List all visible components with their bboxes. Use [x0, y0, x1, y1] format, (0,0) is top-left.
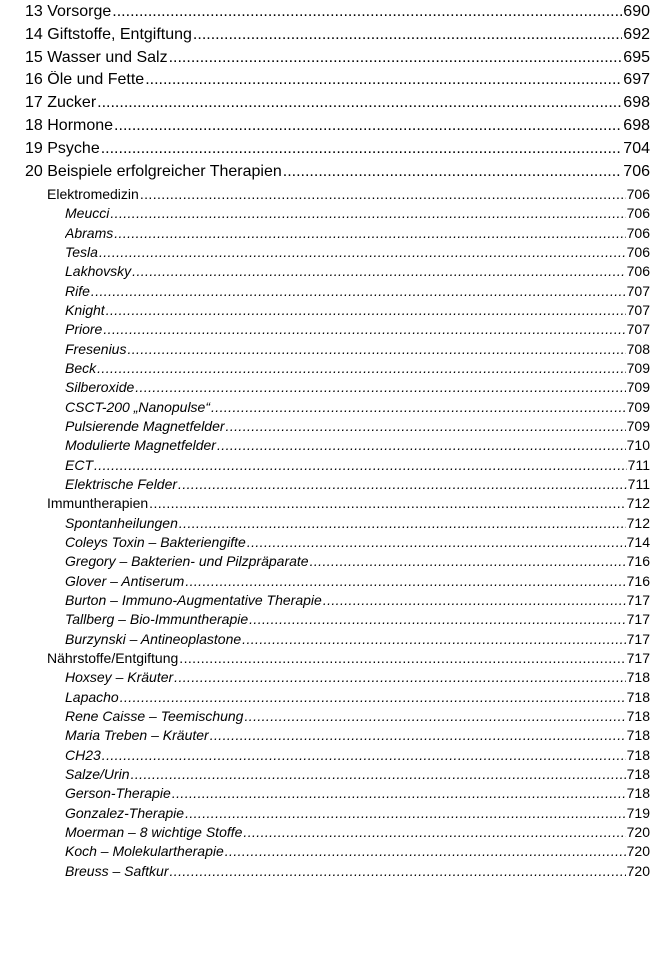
toc-page-number: 720	[626, 843, 650, 860]
toc-dot-leader	[110, 205, 625, 221]
toc-dot-leader	[106, 302, 626, 318]
toc-subsection-entry[interactable]	[65, 592, 650, 608]
toc-page-number: 716	[626, 553, 650, 570]
toc-dot-leader	[94, 457, 627, 473]
toc-page-number: 704	[623, 139, 650, 157]
toc-page-number: 709	[626, 418, 650, 434]
toc-dot-leader	[243, 824, 625, 840]
toc-entry-title: Pulsierende Magnetfelder	[65, 418, 225, 434]
toc-entry-title: Spontanheilungen	[65, 514, 178, 531]
toc-page-number: 706	[623, 162, 650, 180]
toc-entry-title: 17 Zucker	[25, 94, 97, 112]
toc-page-number: 718	[626, 785, 650, 802]
toc-page-number: 718	[626, 669, 650, 686]
toc-dot-leader	[185, 573, 625, 589]
toc-entry-title: ECT	[65, 456, 93, 473]
toc-entry-title: Gregory – Bakterien- und Pilzpräparate	[65, 553, 309, 570]
toc-dot-leader	[249, 611, 626, 627]
toc-entry-title: 14 Giftstoffe, Entgiftung	[25, 25, 192, 43]
toc-chapter-entry[interactable]	[25, 117, 650, 135]
toc-subsection-entry[interactable]	[65, 708, 650, 724]
toc-subsection-entry[interactable]	[65, 785, 650, 801]
toc-entry-title: Lapacho	[65, 688, 119, 705]
toc-dot-leader	[102, 747, 626, 763]
toc-subsection-entry[interactable]	[65, 573, 650, 589]
toc-page-number: 718	[626, 727, 650, 744]
toc-page-number: 720	[626, 823, 650, 840]
toc-dot-leader	[179, 650, 625, 666]
toc-entry-title: Rene Caisse – Teemischung	[65, 707, 244, 724]
toc-subsection-entry[interactable]	[65, 379, 650, 395]
toc-dot-leader	[145, 71, 622, 89]
toc-entry-title: Moerman – 8 wichtige Stoffe	[65, 823, 243, 840]
toc-entry-title: Tesla	[65, 244, 98, 260]
toc-entry-title: Abrams	[65, 224, 114, 241]
toc-chapter-entry[interactable]	[25, 163, 650, 181]
toc-entry-title: Breuss – Saftkur	[65, 862, 169, 879]
toc-entry-title: Rife	[65, 282, 90, 299]
toc-page-number: 716	[626, 572, 650, 589]
toc-entry-title: 18 Hormone	[25, 117, 114, 134]
toc-subsection-entry[interactable]	[65, 534, 650, 550]
toc-page-number: 712	[626, 514, 650, 531]
toc-subsection-entry[interactable]	[65, 727, 650, 743]
toc-entry-title: Hoxsey – Kräuter	[65, 669, 174, 686]
toc-dot-leader	[169, 49, 623, 67]
toc-dot-leader	[310, 553, 626, 569]
toc-page-number: 698	[623, 94, 650, 112]
toc-page-number: 710	[626, 437, 650, 454]
toc-entry-title: 16 Öle und Fette	[25, 71, 145, 89]
toc-dot-leader	[120, 689, 626, 705]
toc-page-number: 695	[623, 48, 650, 66]
toc-chapter-entry[interactable]	[25, 71, 650, 89]
toc-page-number: 712	[626, 495, 650, 512]
toc-entry-title: Maria Treben – Kräuter	[65, 727, 209, 744]
toc-entry-title: Glover – Antiserum	[65, 572, 185, 589]
toc-page-number: 706	[626, 224, 650, 241]
toc-entry-title: Elektromedizin	[47, 186, 139, 202]
toc-entry-title: Modulierte Magnetfelder	[65, 437, 216, 454]
toc-dot-leader	[226, 418, 626, 434]
toc-dot-leader	[99, 244, 626, 260]
toc-dot-leader	[323, 592, 626, 608]
toc-dot-leader	[242, 631, 625, 647]
toc-entry-title: Gerson-Therapie	[65, 785, 171, 802]
toc-page-number: 709	[626, 379, 650, 396]
toc-page-number: 717	[626, 630, 650, 647]
toc-subsection-entry[interactable]	[65, 263, 650, 279]
toc-subsection-entry[interactable]	[65, 669, 650, 685]
toc-dot-leader	[149, 495, 625, 511]
toc-section-entry[interactable]	[47, 650, 650, 666]
toc-entry-title: Tallberg – Bio-Immuntherapie	[65, 611, 249, 628]
toc-section-entry[interactable]	[47, 495, 650, 511]
toc-entry-title: Nährstoffe/Entgiftung	[47, 649, 179, 666]
toc-subsection-entry[interactable]	[65, 476, 650, 492]
toc-page-number: 697	[623, 71, 650, 89]
toc-page-number: 706	[626, 205, 650, 222]
toc-subsection-entry[interactable]	[65, 631, 650, 647]
toc-entry-title: Burzynski – Antineoplastone	[65, 630, 242, 647]
toc-page-number: 707	[626, 321, 650, 338]
toc-subsection-entry[interactable]	[65, 747, 650, 763]
toc-entry-title: CSCT-200 „Nanopulse“	[65, 398, 210, 415]
toc-subsection-entry[interactable]	[65, 515, 650, 531]
toc-page-number: 719	[626, 804, 650, 821]
toc-entry-title: Priore	[65, 321, 103, 338]
toc-subsection-entry[interactable]	[65, 283, 650, 299]
toc-dot-leader	[140, 186, 626, 202]
toc-dot-leader	[193, 26, 622, 44]
toc-page-number: 706	[626, 263, 650, 280]
toc-entry-title: Meucci	[65, 205, 110, 222]
toc-entry-title: Beck	[65, 360, 97, 376]
toc-dot-leader	[91, 283, 626, 299]
toc-dot-leader	[211, 399, 626, 415]
toc-dot-leader	[131, 766, 626, 782]
toc-page-number: 692	[623, 25, 650, 43]
toc-entry-title: Coleys Toxin – Bakteriengifte	[65, 533, 246, 550]
toc-entry-title: Burton – Immuno-Augmentative Therapie	[65, 591, 322, 608]
toc-page-number: 698	[623, 117, 650, 134]
toc-subsection-entry[interactable]	[65, 302, 650, 318]
toc-entry-title: Gonzalez-Therapie	[65, 804, 185, 821]
toc-entry-title: Knight	[65, 302, 105, 318]
toc-entry-title: Silberoxide	[65, 379, 135, 396]
toc-dot-leader	[225, 843, 626, 859]
toc-entry-title: Elektrische Felder	[65, 475, 178, 492]
toc-page-number: 690	[623, 3, 650, 20]
toc-subsection-entry[interactable]	[65, 553, 650, 569]
toc-entry-title: CH23	[65, 746, 101, 763]
toc-dot-leader	[172, 785, 626, 801]
toc-chapter-entry[interactable]	[25, 26, 650, 44]
toc-subsection-entry[interactable]	[65, 611, 650, 627]
toc-page-number: 718	[626, 707, 650, 724]
toc-dot-leader	[97, 360, 626, 376]
toc-dot-leader	[174, 669, 625, 685]
toc-dot-leader	[127, 341, 625, 357]
toc-dot-leader	[101, 140, 623, 158]
toc-chapter-entry[interactable]	[25, 49, 650, 67]
toc-dot-leader	[244, 708, 625, 724]
toc-subsection-entry[interactable]	[65, 689, 650, 705]
toc-subsection-entry[interactable]	[65, 418, 650, 434]
toc-page-number: 709	[626, 360, 650, 376]
toc-dot-leader	[135, 379, 625, 395]
toc-dot-leader	[179, 515, 626, 531]
toc-page-number: 711	[627, 456, 650, 473]
toc-dot-leader	[114, 117, 622, 135]
toc-page-number: 707	[626, 282, 650, 299]
toc-dot-leader	[112, 3, 622, 21]
toc-page-number: 709	[626, 398, 650, 415]
toc-entry-title: 13 Vorsorge	[25, 3, 112, 20]
toc-subsection-entry[interactable]	[65, 321, 650, 337]
toc-page-number: 708	[626, 340, 650, 357]
toc-subsection-entry[interactable]	[65, 457, 650, 473]
toc-chapter-entry[interactable]	[25, 140, 650, 158]
toc-subsection-entry[interactable]	[65, 766, 650, 782]
toc-page-number: 717	[626, 611, 650, 628]
toc-page-number: 720	[626, 862, 650, 879]
toc-page-number: 711	[627, 475, 650, 492]
toc-entry-title: 20 Beispiele erfolgreicher Therapien	[25, 162, 282, 180]
toc-dot-leader	[178, 476, 627, 492]
toc-entry-title: Lakhovsky	[65, 263, 132, 280]
toc-dot-leader	[283, 163, 623, 181]
toc-subsection-entry[interactable]	[65, 225, 650, 241]
toc-subsection-entry[interactable]	[65, 399, 650, 415]
toc-page-number: 717	[626, 649, 650, 666]
toc-entry-title: 15 Wasser und Salz	[25, 48, 168, 66]
toc-page-number: 717	[626, 591, 650, 608]
toc-dot-leader	[185, 805, 626, 821]
toc-page-number: 718	[626, 688, 650, 705]
toc-dot-leader	[217, 437, 626, 453]
toc-dot-leader	[170, 863, 626, 879]
toc-subsection-entry[interactable]	[65, 437, 650, 453]
toc-dot-leader	[247, 534, 626, 550]
toc-section-entry[interactable]	[47, 186, 650, 202]
toc-page-number: 718	[626, 746, 650, 763]
toc-subsection-entry[interactable]	[65, 824, 650, 840]
toc-subsection-entry[interactable]	[65, 341, 650, 357]
toc-entry-title: Immuntherapien	[47, 495, 149, 512]
toc-dot-leader	[97, 94, 622, 112]
toc-page-number: 707	[626, 302, 650, 318]
toc-subsection-entry[interactable]	[65, 244, 650, 260]
toc-dot-leader	[132, 263, 625, 279]
toc-page-number: 706	[626, 244, 650, 260]
toc-subsection-entry[interactable]	[65, 843, 650, 859]
toc-entry-title: Koch – Molekulartherapie	[65, 843, 224, 860]
toc-page-number: 718	[626, 765, 650, 782]
toc-entry-title: 19 Psyche	[25, 139, 100, 157]
toc-dot-leader	[103, 321, 625, 337]
toc-subsection-entry[interactable]	[65, 805, 650, 821]
toc-entry-title: Fresenius	[65, 340, 127, 357]
toc-page-number: 714	[626, 533, 650, 550]
toc-dot-leader	[210, 727, 626, 743]
toc-chapter-entry[interactable]	[25, 94, 650, 112]
toc-subsection-entry[interactable]	[65, 360, 650, 376]
toc-entry-title: Salze/Urin	[65, 765, 130, 782]
toc-subsection-entry[interactable]	[65, 205, 650, 221]
toc-dot-leader	[114, 225, 625, 241]
toc-page-number: 706	[626, 186, 650, 202]
toc-chapter-entry[interactable]	[25, 3, 650, 21]
toc-subsection-entry[interactable]	[65, 863, 650, 879]
